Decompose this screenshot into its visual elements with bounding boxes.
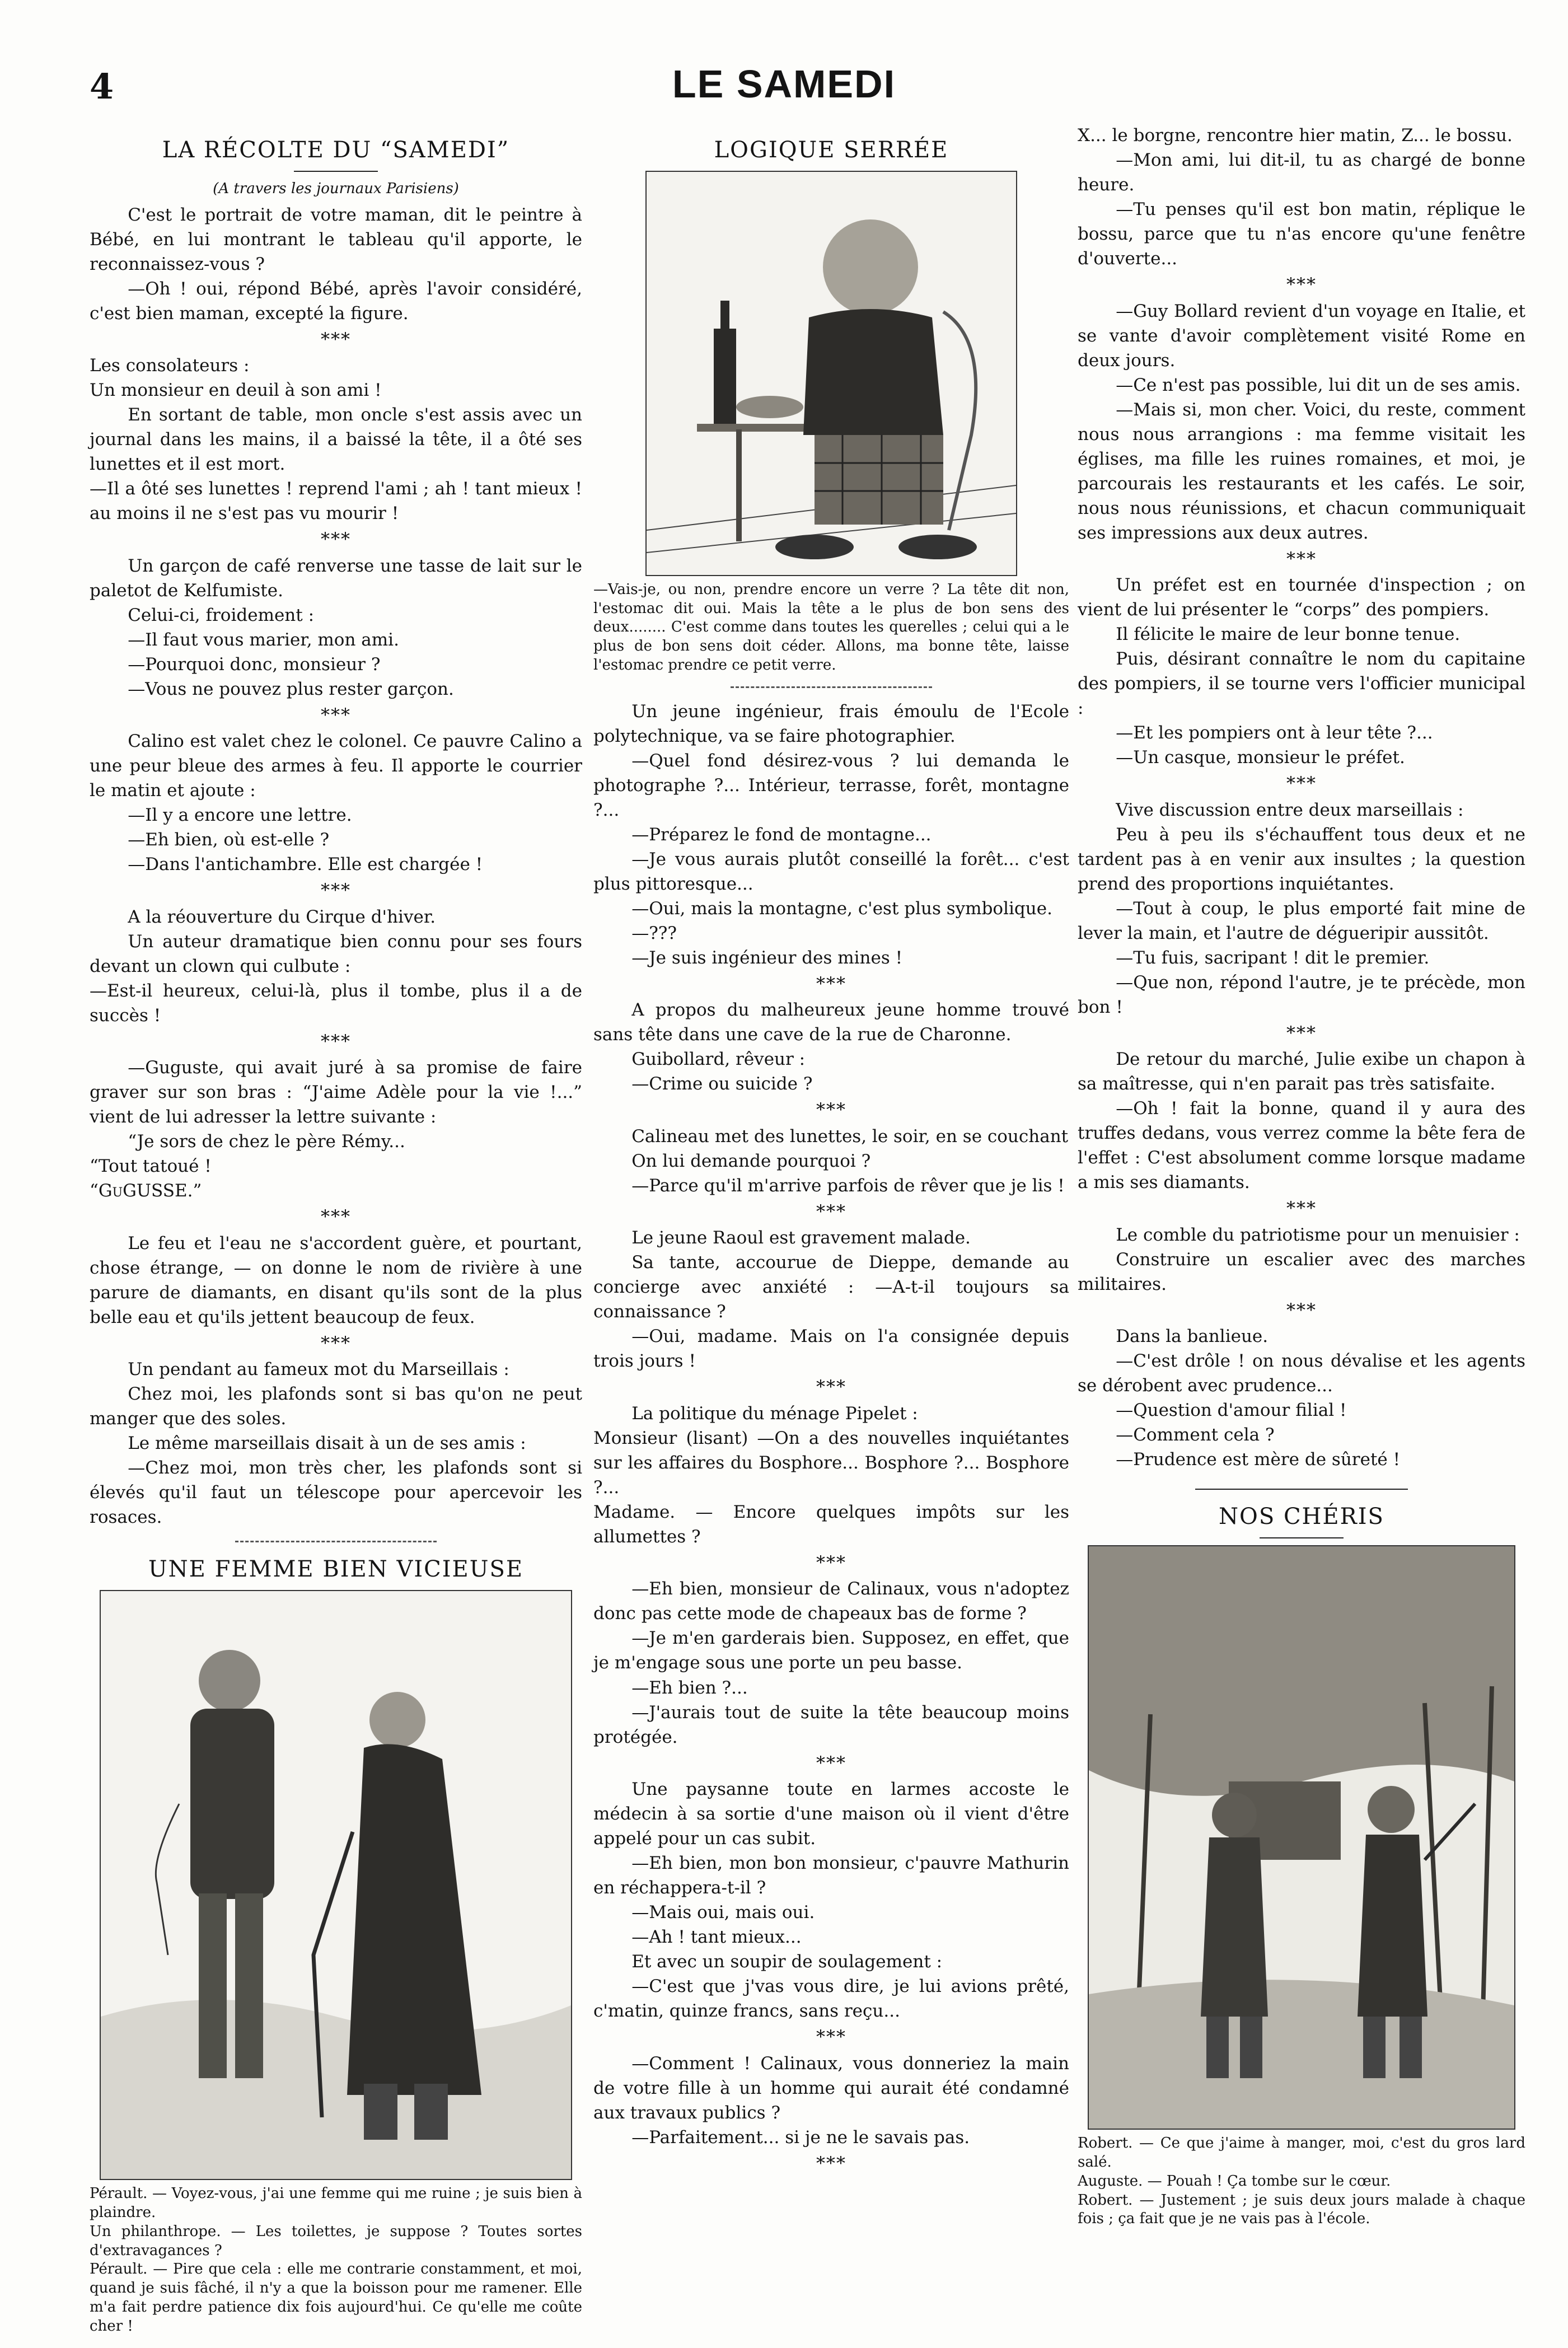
paragraph: Sa tante, accourue de Dieppe, demande au concierge avec anxiété : —A-t-il toujours sa connaissance ? <box>593 1252 1069 1322</box>
paragraph: Le feu et l'eau ne s'accordent guère, et pourtant, chose étrange, — on donne le nom de rivière à une parure de diamants, en disant qu'ils sont de la plus belle eau et qu'ils jettent beaucoup de feux. <box>90 1233 582 1327</box>
paragraph: Celui-ci, froidement : <box>128 605 315 625</box>
paragraph: —Comment cela ? <box>1116 1425 1275 1446</box>
caption-line: Pérault. — Voyez-vous, j'ai une femme qui me ruine ; je suis bien à plaindre. <box>90 2185 582 2221</box>
paragraph: “Je sors de chez le père Rémy... <box>128 1131 405 1152</box>
page-header <box>0 0 1568 129</box>
paragraph: —Préparez le fond de montagne... <box>631 824 932 845</box>
paragraph: —Oui, madame. Mais on l'a consignée depuis trois jours ! <box>593 1326 1069 1372</box>
asterism: *** <box>1286 1198 1317 1219</box>
paragraph: —Mais oui, mais oui. <box>631 1902 815 1923</box>
paragraph: En sortant de table, mon oncle s'est assis avec un journal dans les mains, il a baissé la tête, il a ôté ses lunettes et il est mort. <box>90 405 582 475</box>
paragraph: A la réouverture du Cirque d'hiver. <box>128 906 436 927</box>
paragraph: “Tout tatoué ! <box>90 1156 212 1177</box>
section-title-logique: LOGIQUE SERRÉE <box>714 137 949 163</box>
asterism: *** <box>1286 1299 1317 1321</box>
divider <box>1260 1537 1344 1538</box>
divider <box>235 1541 437 1542</box>
caption-line: Un philanthrope. — Les toilettes, je suppose ? Toutes sortes d'extravagances ? <box>90 2223 582 2259</box>
paragraph: Et avec un soupir de soulagement : <box>631 1952 943 1972</box>
paragraph: —Tu penses qu'il est bon matin, réplique le bossu, parce que tu n'as encore qu'une fenêtre d'ouverte... <box>1078 199 1525 269</box>
paragraph: —Mon ami, lui dit-il, tu as chargé de bonne heure. <box>1078 150 1525 195</box>
paragraph: Un monsieur en deuil à son ami ! <box>90 380 382 401</box>
paragraph: —Eh bien, où est-elle ? <box>128 830 330 850</box>
paragraph: —Prudence est mère de sûreté ! <box>1116 1449 1401 1470</box>
paragraph: Le même marseillais disait à un de ses amis : <box>128 1433 526 1454</box>
paragraph: Construire un escalier avec des marches militaires. <box>1078 1249 1525 1294</box>
paragraph: —Et les pompiers ont à leur tête ?... <box>1116 723 1433 743</box>
paragraph: —Il y a encore une lettre. <box>128 805 352 826</box>
asterism: *** <box>816 2152 846 2174</box>
paragraph: —Oh ! oui, répond Bébé, après l'avoir considéré, c'est bien maman, excepté la figure. <box>90 278 582 324</box>
paragraph: —Crime ou suicide ? <box>631 1074 813 1095</box>
paragraph: —Il faut vous marier, mon ami. <box>128 629 399 650</box>
asterism: *** <box>816 1752 846 1774</box>
asterism: *** <box>321 704 351 726</box>
paragraph: Il félicite le maire de leur bonne tenue. <box>1116 624 1461 645</box>
caption-line: Robert. — Justement ; je suis deux jours malade à chaque fois ; ça fait que je ne vais pas à l'école. <box>1078 2191 1525 2228</box>
paragraph: X... le borgne, rencontre hier matin, Z... le bossu. <box>1078 125 1513 146</box>
asterism: *** <box>1286 1022 1317 1044</box>
paragraph: —Parfaitement... si je ne le savais pas. <box>631 2127 970 2148</box>
section-title-cheris: NOS CHÉRIS <box>1219 1504 1384 1530</box>
paragraph: —Je m'en garderais bien. Supposez, en effet, que je m'engage sous une porte un peu basse. <box>593 1628 1069 1673</box>
signature: “GuGUSSE.” <box>90 1181 202 1201</box>
asterism: *** <box>816 1376 846 1398</box>
paragraph: La politique du ménage Pipelet : <box>631 1403 918 1424</box>
illustration-two-men-talking <box>100 1590 572 2180</box>
page-number: 4 <box>90 66 114 107</box>
paragraph: —Eh bien, mon bon monsieur, c'pauvre Mathurin en réchappera-t-il ? <box>593 1853 1069 1898</box>
paragraph: Un préfet est en tournée d'inspection ; on vient de lui présenter le “corps” des pompiers. <box>1078 575 1525 620</box>
paragraph: Le jeune Raoul est gravement malade. <box>631 1228 971 1248</box>
asterism: *** <box>1286 274 1317 296</box>
asterism: *** <box>1286 548 1317 569</box>
paragraph: —Que non, répond l'autre, je te précède, mon bon ! <box>1078 972 1525 1017</box>
paragraph: Un garçon de café renverse une tasse de lait sur le paletot de Kelfumiste. <box>90 555 582 601</box>
paragraph: A propos du malheureux jeune homme trouvé sans tête dans une cave de la rue de Charonne. <box>593 1000 1069 1045</box>
divider <box>294 171 378 172</box>
paragraph: —Ce n'est pas possible, lui dit un de ses amis. <box>1116 375 1521 395</box>
caption <box>1078 2134 1525 2229</box>
asterism: *** <box>321 528 351 550</box>
asterism: *** <box>321 880 351 901</box>
paragraph: —Oui, mais la montagne, c'est plus symbolique. <box>631 898 1052 919</box>
column-middle <box>593 123 1069 2177</box>
paragraph: —C'est que j'vas vous dire, je lui avions prêté, c'matin, quinze francs, sans reçu... <box>593 1976 1069 2022</box>
caption-line: Robert. — Ce que j'aime à manger, moi, c'est du gros lard salé. <box>1078 2135 1525 2171</box>
paragraph: Madame. — Encore quelques impôts sur les allumettes ? <box>593 1502 1069 1547</box>
paragraph: —Ah ! tant mieux... <box>631 1927 802 1948</box>
paragraph: —Pourquoi donc, monsieur ? <box>128 654 381 675</box>
paragraph: —Oh ! fait la bonne, quand il y aura des truffes dedans, vous verrez comme la bête fera de l'effet : C'est absolument comme lorsque madame a mis ses diamants. <box>1078 1098 1525 1193</box>
paragraph: —C'est drôle ! on nous dévalise et les agents se dérobent avec prudence... <box>1078 1351 1525 1396</box>
caption-line: Pérault. — Pire que cela : elle me contrarie constamment, et moi, quand je suis fâché, il n'y a que la boisson pour me ramener. Elle m'a fait perdre patience dix fois aujourd'hui. Ce qu'elle me coûte cher ! <box>90 2261 582 2335</box>
caption-line: Auguste. — Pouah ! Ça tombe sur le cœur. <box>1078 2172 1391 2190</box>
illustration-man-with-wine <box>645 171 1017 576</box>
paragraph: —Je vous aurais plutôt conseillé la forêt... c'est plus pittoresque... <box>593 849 1069 894</box>
asterism: *** <box>321 1030 351 1052</box>
section-title-recolte: LA RÉCOLTE DU “SAMEDI” <box>162 137 510 163</box>
asterism: *** <box>1286 773 1317 794</box>
divider <box>1195 1489 1408 1490</box>
paragraph: —Je suis ingénieur des mines ! <box>631 947 903 968</box>
paragraph: —??? <box>631 923 677 943</box>
paragraph: —Eh bien, monsieur de Calinaux, vous n'adoptez donc pas cette mode de chapeaux bas de forme ? <box>593 1579 1069 1624</box>
paragraph: —Un casque, monsieur le préfet. <box>1116 747 1405 768</box>
asterism: *** <box>816 1552 846 1573</box>
paragraph: —Mais si, mon cher. Voici, du reste, comment nous nous arrangions : ma femme visitait les églises, ma fille les ruines romaines, et moi, je parcourais les restaurants et les cafés. Le soir, nous nous réunissions, et chacun communiquait ses impressions aux deux autres. <box>1078 399 1525 543</box>
paragraph: —Est-il heureux, celui-là, plus il tombe, plus il a de succès ! <box>90 980 582 1026</box>
asterism: *** <box>816 972 846 994</box>
asterism: *** <box>816 1200 846 1222</box>
section-subtitle: (A travers les journaux Parisiens) <box>213 180 459 197</box>
asterism: *** <box>321 328 351 350</box>
paragraph: Guibollard, rêveur : <box>631 1049 806 1070</box>
paragraph: Chez moi, les plafonds sont si bas qu'on ne peut manger que des soles. <box>90 1384 582 1429</box>
paragraph: —Tu fuis, sacripant ! dit le premier. <box>1116 947 1430 968</box>
paragraph: Peu à peu ils s'échauffent tous deux et ne tardent pas à en venir aux insultes ; la question prend des proportions inquiétantes. <box>1078 824 1525 894</box>
paragraph: —Dans l'antichambre. Elle est chargée ! <box>128 854 483 875</box>
divider <box>731 686 932 688</box>
paragraph: Les consolateurs : <box>90 356 250 376</box>
asterism: *** <box>321 1332 351 1354</box>
paragraph: Un jeune ingénieur, frais émoulu de l'Ecole polytechnique, va se faire photographier. <box>593 701 1069 746</box>
paragraph: Vive discussion entre deux marseillais : <box>1116 799 1464 820</box>
paragraph: Une paysanne toute en larmes accoste le médecin à sa sortie d'une maison où il vient d'être appelé pour un cas subit. <box>593 1779 1069 1849</box>
paragraph: —Tout à coup, le plus emporté fait mine de lever la main, et l'autre de dégueripir aussitôt. <box>1078 898 1525 943</box>
column-right <box>1078 123 1525 2229</box>
paragraph: —Quel fond désirez-vous ? lui demanda le photographe ?... Intérieur, terrasse, forêt, montagne ?... <box>593 750 1069 820</box>
paragraph: —Il a ôté ses lunettes ! reprend l'ami ; ah ! tant mieux ! au moins il ne s'est pas vu mourir ! <box>90 479 582 524</box>
paragraph: On lui demande pourquoi ? <box>631 1150 871 1171</box>
paragraph: —Question d'amour filial ! <box>1116 1400 1347 1421</box>
paragraph: —Eh bien ?... <box>631 1677 748 1698</box>
asterism: *** <box>816 2026 846 2048</box>
illustration-two-boys-in-woods <box>1088 1545 1515 2130</box>
paragraph: —Parce qu'il m'arrive parfois de rêver que je lis ! <box>631 1175 1065 1196</box>
column-left <box>90 123 582 2336</box>
paragraph: Monsieur (lisant) —On a des nouvelles inquiétantes sur les affaires du Bosphore... Bosphore ?... Bosphore ?... <box>593 1428 1069 1498</box>
caption <box>90 2185 582 2336</box>
paragraph: —Guy Bollard revient d'un voyage en Italie, et se vante d'avoir complètement visité Rome en deux jours. <box>1078 301 1525 371</box>
asterism: *** <box>816 1099 846 1121</box>
paragraph: —Chez moi, mon très cher, les plafonds sont si élevés qu'il faut un télescope pour apercevoir les rosaces. <box>90 1458 582 1528</box>
paragraph: Un pendant au fameux mot du Marseillais : <box>128 1359 509 1380</box>
paragraph: —Vous ne pouvez plus rester garçon. <box>128 679 454 699</box>
paragraph: Dans la banlieue. <box>1116 1326 1269 1347</box>
paragraph: Calino est valet chez le colonel. Ce pauvre Calino a une peur bleue des armes à feu. Il apporte le courrier le matin et ajoute : <box>90 731 582 801</box>
paragraph: Puis, désirant connaître le nom du capitaine des pompiers, il se tourne vers l'officier municipal : <box>1078 649 1525 719</box>
paragraph: De retour du marché, Julie exibe un chapon à sa maîtresse, qui n'en parait pas très satisfaite. <box>1078 1049 1525 1095</box>
paragraph: —J'aurais tout de suite la tête beaucoup moins protégée. <box>593 1702 1069 1747</box>
paragraph: —Comment ! Calinaux, vous donneriez la main de votre fille à un homme qui aurait été condamné aux travaux publics ? <box>593 2053 1069 2123</box>
asterism: *** <box>321 1206 351 1228</box>
paragraph: —Guguste, qui avait juré à sa promise de faire graver sur son bras : “J'aime Adèle pour la vie !...” vient de lui adresser la lettre suivante : <box>90 1058 582 1128</box>
newspaper-title: LE SAMEDI <box>672 62 896 106</box>
paragraph: Le comble du patriotisme pour un menuisier : <box>1116 1224 1520 1245</box>
section-title-femme: UNE FEMME BIEN VICIEUSE <box>148 1556 524 1583</box>
caption: —Vais-je, ou non, prendre encore un verre ? La tête dit non, l'estomac dit oui. Mais la tête a le plus de bon sens des deux........ C'est comme dans toutes les querelles ; celui qui a le plus de bon sens doit céder. Allons, ma bonne tête, laisse l'estomac prendre ce petit verre. <box>593 581 1069 673</box>
paragraph: Calineau met des lunettes, le soir, en se couchant <box>631 1126 1069 1147</box>
paragraph: C'est le portrait de votre maman, dit le peintre à Bébé, en lui montrant le tableau qu'il apporte, le reconnaissez-vous ? <box>90 204 582 274</box>
paragraph: Un auteur dramatique bien connu pour ses fours devant un clown qui culbute : <box>90 931 582 976</box>
